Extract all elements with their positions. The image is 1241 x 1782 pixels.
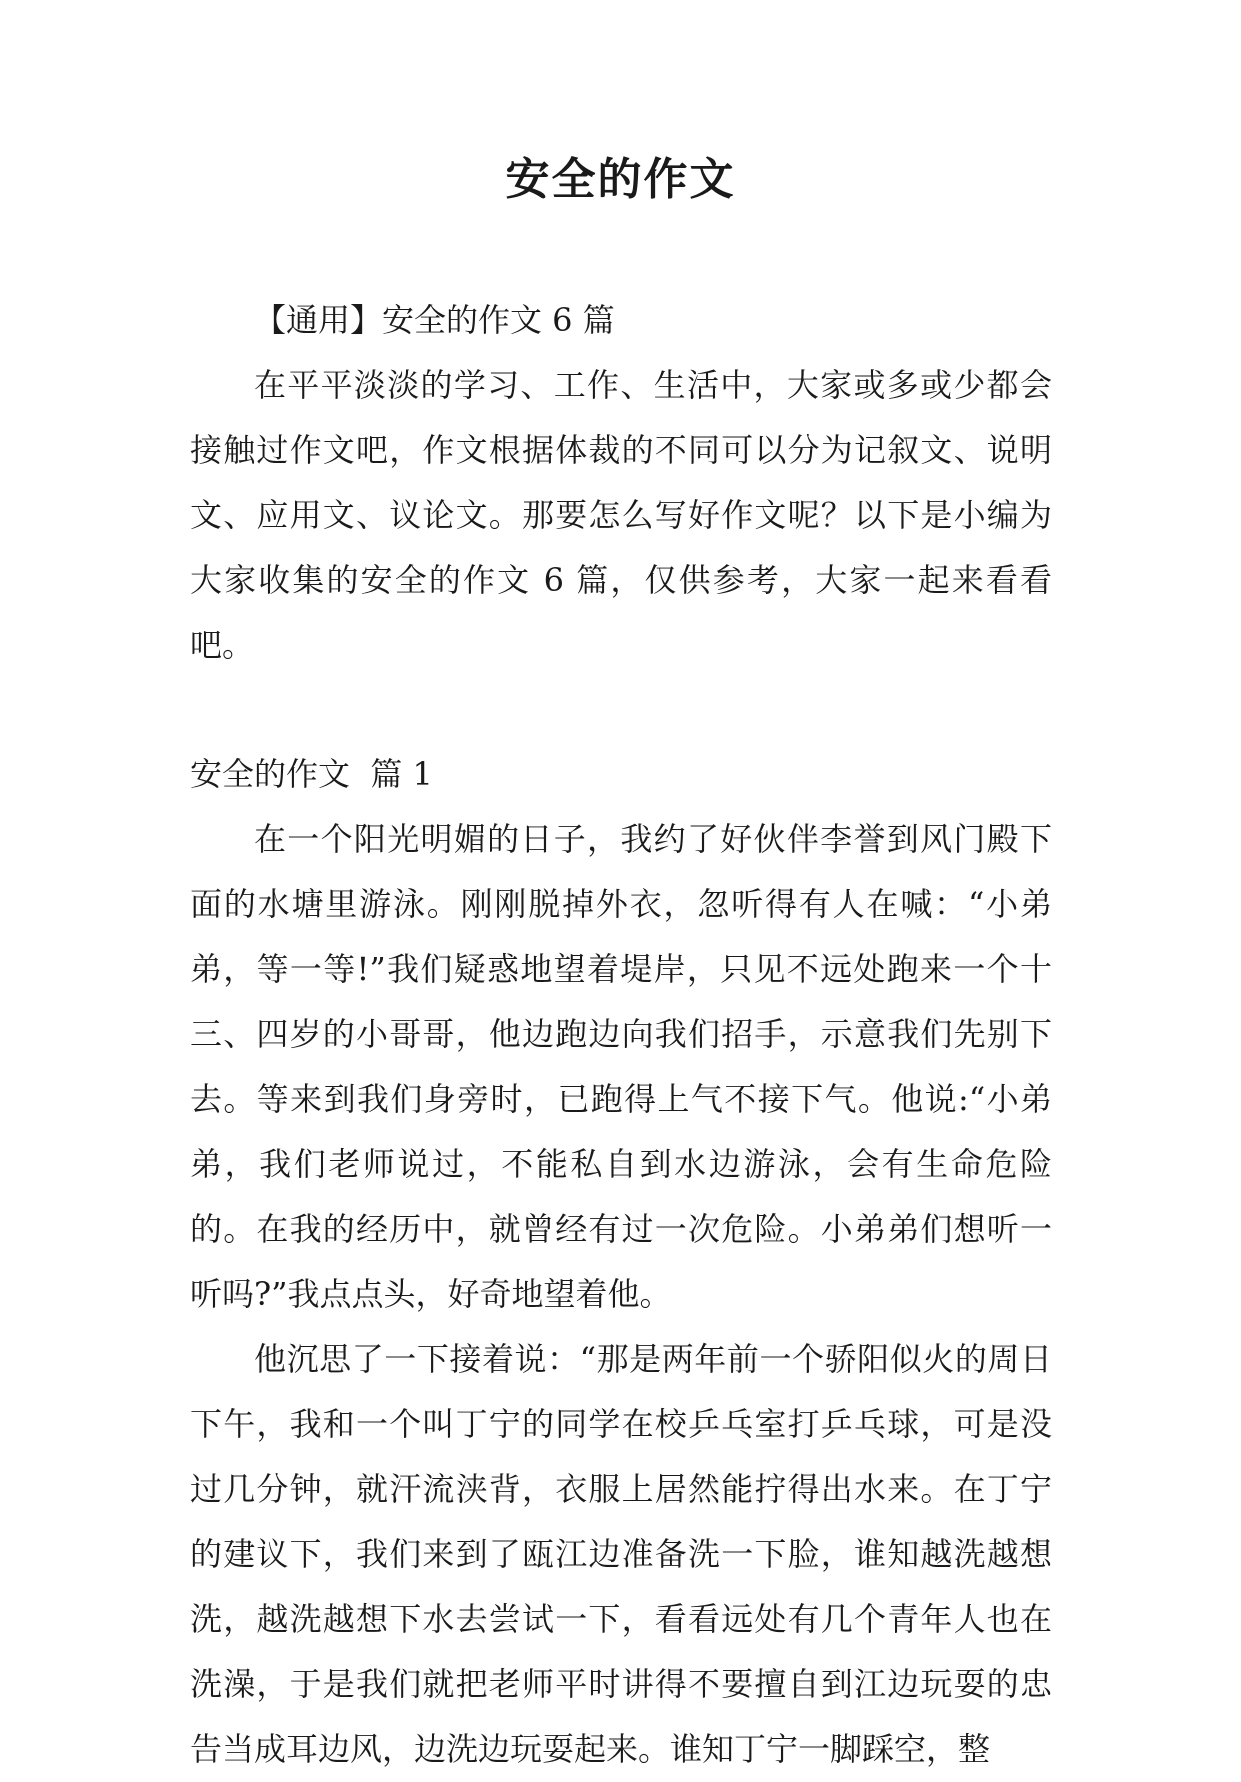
section-heading: 安全的作文 篇 1 [190,755,433,793]
intro-paragraph: 在平平淡淡的学习、工作、生活中，大家或多或少都会接触过作文吧，作文根据体裁的不同可以分为记叙文、说明文、应用文、议论文。那要怎么写好作文呢？以下是小编为大家收集的安全的作文 6 篇，仅供参考，大家一起来看看吧。 [190,366,1052,664]
document-subtitle: 【通用】安全的作文 6 篇 [254,301,615,339]
section-spacer [190,678,1052,742]
story-paragraph-1: 在一个阳光明媚的日子，我约了好伙伴李誉到风门殿下面的水塘里游泳。刚刚脱掉外衣，忽听得有人在喊：“小弟弟，等一等!”我们疑惑地望着堤岸，只见不远处跑来一个十三、四岁的小哥哥，他边跑边向我们招手，示意我们先别下去。等来到我们身旁时，已跑得上气不接下气。他说:“小弟弟，我们老师说过，不能私自到水边游泳，会有生命危险的。在我的经历中，就曾经有过一次危险。小弟弟们想听一听吗?”我点点头，好奇地望着他。 [190,820,1052,1313]
document-title: 安全的作文 [505,154,736,205]
document-body [190,288,1052,1782]
story-paragraph-2: 他沉思了一下接着说：“那是两年前一个骄阳似火的周日下午，我和一个叫丁宁的同学在校乒乓室打乒乓球，可是没过几分钟，就汗流浃背，衣服上居然能拧得出水来。在丁宁的建议下，我们来到了瓯江边准备洗一下脸，谁知越洗越想洗，越洗越想下水去尝试一下，看看远处有几个青年人也在洗澡，于是我们就把老师平时讲得不要擅自到江边玩耍的忠告当成耳边风，边洗边玩耍起来。谁知丁宁一脚踩空，整 [190,1340,1052,1768]
